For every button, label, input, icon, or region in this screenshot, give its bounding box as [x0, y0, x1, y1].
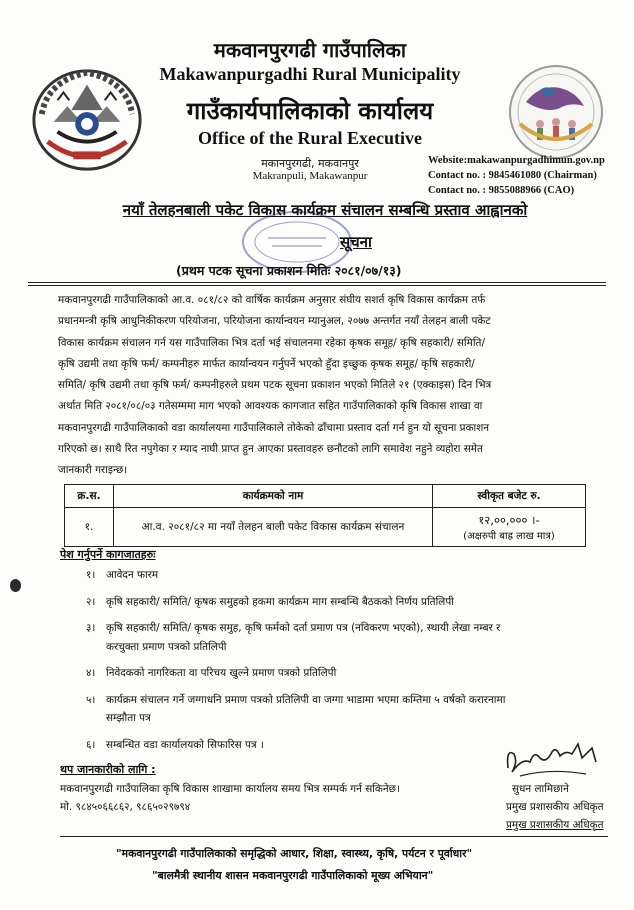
list-item	[86, 566, 606, 585]
body-line: प्रधानमन्त्री कृषि आधुनिकीकरण परियोजना, परियोजना कार्यान्वयन म्यानुअल, २०७७ अन्तर्गत नयाँ तेलहन बाली पकेट	[58, 315, 491, 328]
office-name-english: Office of the Rural Executive	[198, 128, 422, 148]
documents-heading: पेश गर्नुपर्ने कागजातहरुः	[60, 548, 156, 561]
punch-hole	[10, 579, 21, 592]
item-text-continued: करचुक्ता प्रमाण पत्रको प्रतिलिपी	[106, 640, 227, 653]
notice-body	[58, 290, 606, 482]
item-text-continued: सम्झौता पत्र	[106, 712, 151, 724]
header-program: कार्यक्रमको नाम	[114, 485, 433, 508]
budget-amount: १२,००,००० ।-	[478, 512, 540, 527]
list-item	[86, 664, 606, 683]
item-text: कृषि सहकारी/ समिति/ कृषक समुह, कृषि फर्मको दर्ता प्रमाण पत्र (नविकरण भएको), स्थायी लेखा नम्बर र	[106, 622, 501, 634]
budget-words: (अक्षरुपी बाह्र लाख मात्र)	[463, 530, 555, 542]
list-item	[86, 691, 606, 728]
body-line: मकवानपुरगढी गाउँपालिकाको आ.व. ०८१/८२ को वार्षिक कार्यक्रम अनुसार संघीय सशर्त कृषि विकास कार्यक्रम तर्फ	[58, 294, 486, 306]
divider	[28, 282, 606, 283]
municipality-logo-icon	[506, 62, 606, 162]
item-text: कृषि सहकारी/ समिति/ कृषक समुहको हकमा कार्यक्रम माग सम्बन्धि बैठकको निर्णय प्रतिलिपी	[106, 595, 454, 608]
body-line: गरिएको छ। साथै रित नपुगेका र म्याद नाघी प्राप्त हुन आएका प्रस्तावहरु छनौटको लागि समावेश नहुने व्यहोरा समेत	[58, 443, 483, 456]
footer-slogan: "मकवानपुरगढी गाउँपालिकाको समृद्धिको आधार, शिक्षा, स्वास्थ्य, कृषि, पर्यटन र पूर्वाधार"	[116, 847, 473, 860]
publication-date: (प्रथम पटक सूचना प्रकाशन मितिः २०८१/०७/१३)	[176, 263, 402, 278]
body-line: कृषि उद्यमी तथा कृषि फर्म/ कम्पनीहरु मार्फत कार्यान्वयन गर्नुपर्ने भएको हुँदा इच्छुक कृषक समूह/ कृषि सहकारी/	[58, 357, 475, 370]
item-number: २।	[86, 595, 96, 608]
notice-label: सूचना	[340, 233, 372, 251]
item-text: निवेदकको नागरिकता वा परिचय खुल्ने प्रमाण पत्रको प्रतिलिपी	[106, 667, 337, 679]
signatory-post-stamp: प्रमुख प्रशासकीय अधिकृत	[506, 819, 604, 831]
cell-budget	[433, 508, 586, 547]
cell-program: आ.व. २०८१/८२ मा नयाँ तेलहन बाली पकेट विकास कार्यक्रम संचालन	[114, 508, 433, 547]
office-name-nepali: गाउँकार्यपालिकाको कार्यालय	[186, 97, 434, 125]
signatory-post: प्रमुख प्रशासकीय अधिकृत	[506, 801, 604, 813]
item-number: ४।	[86, 667, 96, 679]
body-line: विकास कार्यक्रम संचालन गर्न यस गाउँपालिका भित्र दर्ता भई संचालनमा रहेका कृषक समूह/ कृषि सहकारी/ समिति/	[58, 336, 485, 349]
contact-numbers: मो. ९८४५०६६८६२, ९८६५०२९७९४	[60, 801, 191, 813]
table-row	[65, 508, 586, 547]
more-info-heading: थप जानकारीको लागि :	[60, 763, 156, 776]
nepal-emblem-icon	[28, 62, 146, 174]
header-budget: स्वीकृत बजेट रु.	[433, 485, 586, 508]
body-line: मकवानपुरगढी गाउँपालिकाको वडा कार्यालयमा गाउँपालिकाले तोकेको ढाँचामा प्रस्ताव दर्ता गर्न हुन यो सूचना प्रकाशन	[58, 421, 490, 434]
item-number: ३।	[86, 622, 96, 634]
body-line: जानकारी गराइन्छ।	[58, 464, 128, 477]
body-line: अर्थात मिति २०८१/०८/०३ गतेसम्ममा माग भएको आवश्यक कागजात सहित गाउँपालिकाको कृषि विकास शाखा वा	[58, 400, 483, 413]
list-item	[86, 593, 606, 612]
contact-cao: Contact no. : 9855088966 (CAO)	[428, 185, 575, 196]
table-header-row	[65, 485, 586, 508]
municipality-name-english: Makawanpurgadhi Rural Municipality	[159, 64, 461, 84]
notice-title: नयाँ तेलहनबाली पकेट विकास कार्यक्रम संचालन सम्बन्धि प्रस्ताव आह्वानको	[122, 201, 528, 219]
signature-icon	[500, 728, 610, 786]
contact-chairman: Contact no. : 9845461080 (Chairman)	[428, 170, 597, 181]
address-nepali: मकानपुरगढी, मकवानपुर	[261, 157, 359, 170]
item-number: १।	[86, 569, 96, 581]
footer-slogan: "बालमैत्री स्थानीय शासन मकवानपुरगढी गाउँपालिकाको मूख्य अभियान"	[152, 869, 434, 882]
address-english: Makranpuli, Makawanpur	[252, 170, 368, 182]
municipality-name-nepali: मकवानपुरगढी गाउँपालिका	[213, 38, 407, 62]
signatory-name: सुधन लामिछाने	[512, 783, 569, 795]
item-number: ६।	[86, 738, 96, 751]
item-text: आवेदन फारम	[106, 569, 159, 581]
body-line: समिति/ कृषि उद्यमी तथा कृषि फर्म/ कम्पनीहरुले प्रथम पटक सूचना प्रकाशन भएको मितिले २१ (एक्काइस) दिन भित्र	[58, 379, 492, 392]
list-item	[86, 619, 606, 656]
website-text: Website:makawanpurgadhimun.gov.np	[428, 155, 605, 166]
item-text: सम्बन्धित वडा कार्यालयको सिफारिस पत्र ।	[106, 738, 264, 751]
footer-divider	[60, 836, 608, 837]
more-info-text: मकवानपुरगढी गाउँपालिका कृषि विकास शाखामा कार्यालय समय भित्र सम्पर्क गर्न सकिनेछ।	[60, 783, 400, 795]
item-text: कार्यक्रम संचालन गर्ने जग्गाधनि प्रमाण पत्रको प्रतिलिपी वा जग्गा भाडामा भएमा कम्तिमा ५ वर्षको करारनामा	[106, 693, 506, 706]
item-number: ५।	[86, 693, 96, 706]
header-sn: क्र.स.	[65, 485, 114, 508]
program-table	[64, 484, 586, 547]
divider	[28, 285, 606, 286]
cell-sn: १.	[65, 508, 114, 547]
